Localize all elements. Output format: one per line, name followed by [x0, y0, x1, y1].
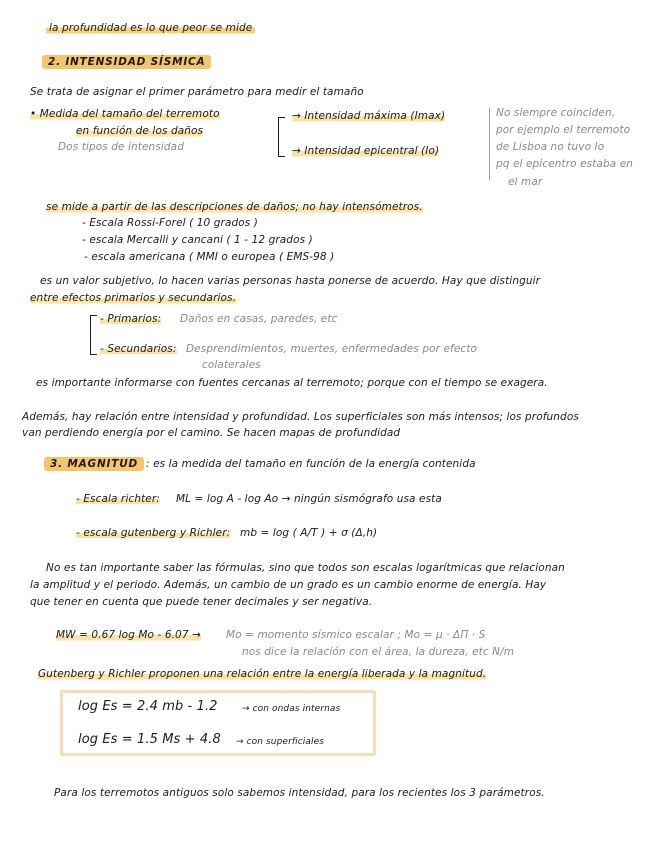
note-line-2: por ejemplo el terremoto — [496, 124, 631, 136]
secundarios-label — [100, 342, 177, 356]
note-line-3: de Lisboa no tuvo Io — [496, 141, 605, 153]
line-relacion: Además, hay relación entre intensidad y profundidad. Los superficiales son más intensos; los profundos — [22, 411, 579, 423]
section-2-heading: 2. INTENSIDAD SÍSMICA — [42, 55, 211, 69]
secundarios-desc: Desprendimientos, muertes, enfermedades por efecto — [186, 343, 478, 355]
line-amplitud: la amplitud y el periodo. Además, un cambio de un grado es un cambio enorme de energía. Hay — [30, 579, 547, 591]
escala-americana: - escala americana ( MMI o europea ( EMS-98 ) — [84, 251, 335, 263]
section-3-heading: 3. MAGNITUD — [44, 457, 144, 471]
note-line-1: No siempre coinciden, — [496, 107, 616, 119]
mw-note-2: nos dice la relación con el área, la dureza, etc N/m — [242, 646, 515, 658]
gutenberg-formula: mb = log ( A/T ) + σ (Δ,h) — [240, 527, 378, 539]
energy-formula-1: log Es = 2.4 mb - 1.2 — [78, 699, 218, 714]
primarios-desc: Daños en casas, paredes, etc — [180, 313, 338, 325]
intro-line: la profundidad es lo que peor se mide — [46, 21, 255, 35]
line-descripciones: se mide a partir de las descripciones de daños; no hay intensómetros. — [46, 201, 423, 213]
medida-tamano: • Medida del tamaño del terremoto — [30, 108, 220, 120]
mw-note: Mo = momento sísmico escalar ; Mo = μ · ΔΠ · S — [226, 629, 486, 641]
richter-label: - Escala richter: — [76, 493, 160, 505]
intensidad-epicentral: → Intensidad epicentral (Io) — [292, 145, 440, 157]
secundarios-term: - Secundarios: — [100, 343, 177, 355]
dos-tipos: Dos tipos de intensidad — [58, 141, 184, 153]
line-formulas: No es tan importante saber las fórmulas, sino que todos son escalas logarítmicas que relacionan — [46, 562, 565, 574]
magnitud-def: : es la medida del tamaño en función de la energía contenida — [146, 458, 476, 470]
line-final: Para los terremotos antiguos solo sabemos intensidad, para los recientes los 3 parámetros. — [54, 787, 545, 799]
note-line-5: el mar — [508, 176, 543, 188]
gutenberg-label: - escala gutenberg y Richler: — [76, 527, 231, 539]
efectos-bracket — [90, 315, 97, 355]
line-efectos: entre efectos primarios y secundarios. — [30, 292, 237, 304]
line-energia: Gutenberg y Richler proponen una relación entre la energía liberada y la magnitud. — [38, 668, 487, 680]
energy-note-2: → con superficiales — [236, 737, 325, 747]
primarios-label — [100, 312, 161, 326]
gutenberg-label-line — [76, 526, 230, 540]
escala-rossi: - Escala Rossi-Forel ( 10 grados ) — [82, 217, 258, 229]
mw-formula: MW = 0.67 log Mo - 6.07 → — [56, 629, 201, 641]
line-asignar: Se trata de asignar el primer parámetro para medir el tamaño — [30, 86, 364, 98]
richter-label-line — [76, 492, 160, 506]
intensity-bracket — [278, 117, 285, 157]
escala-mercalli: - escala Mercalli y cancani ( 1 - 12 grados ) — [82, 234, 313, 246]
primarios-term: - Primarios: — [100, 313, 162, 325]
line-fuentes: es importante informarse con fuentes cercanas al terremoto; porque con el tiempo se exagera. — [36, 377, 548, 389]
funcion-danos: en función de los daños — [76, 125, 204, 137]
energy-formula-2: log Es = 1.5 Ms + 4.8 — [78, 732, 221, 747]
richter-formula: ML = log A - log Ao → ningún sismógrafo usa esta — [176, 493, 442, 505]
note-line-4: pq el epicentro estaba en — [496, 158, 634, 170]
line-decimales: que tener en cuenta que puede tener decimales y ser negativa. — [30, 596, 373, 608]
intensidad-maxima: → Intensidad máxima (Imax) — [292, 110, 446, 122]
energy-note-1: → con ondas internas — [242, 704, 341, 714]
secundarios-desc-2: colaterales — [202, 359, 261, 371]
note-bracket — [489, 108, 490, 180]
line-subjetivo: es un valor subjetivo, lo hacen varias personas hasta ponerse de acuerdo. Hay que distinguir — [40, 275, 541, 287]
line-perdiendo: van perdiendo energía por el camino. Se hacen mapas de profundidad — [22, 427, 401, 439]
